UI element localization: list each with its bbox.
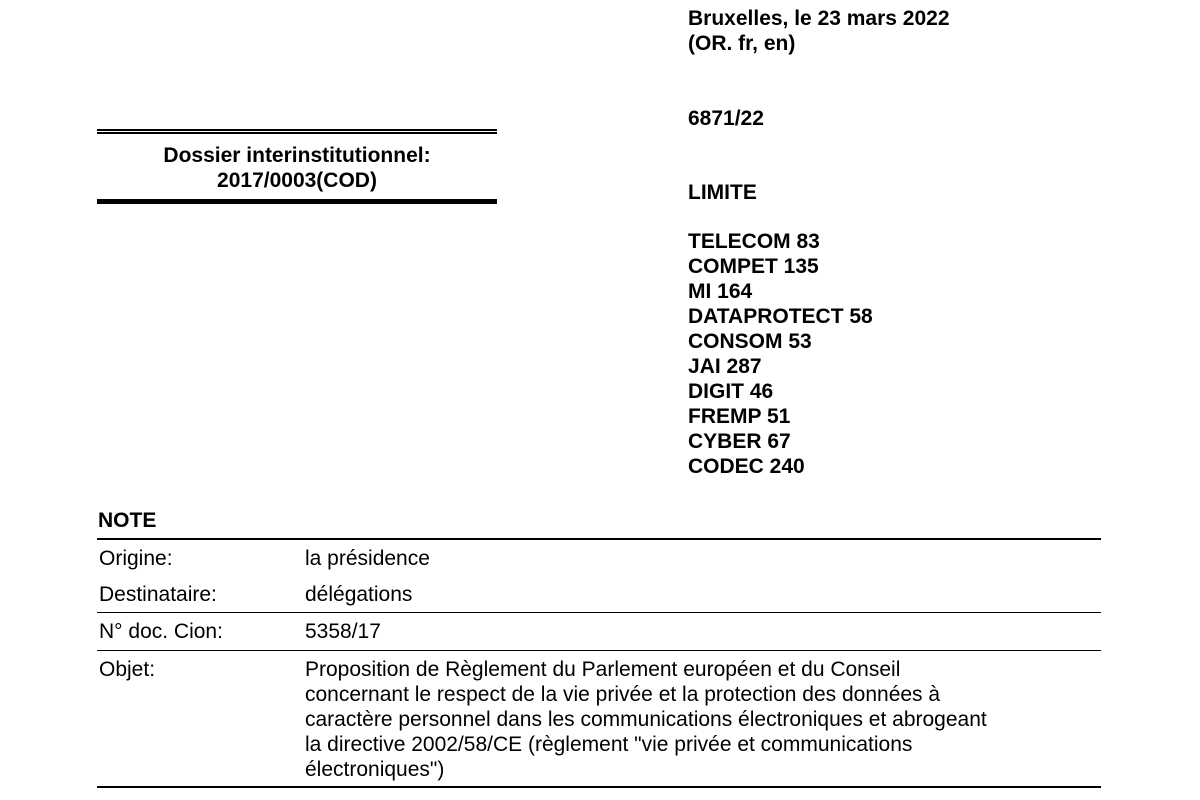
subject-code: COMPET 135 (688, 255, 819, 278)
note-key: Destinataire: (99, 583, 217, 606)
classification-label: LIMITE (688, 181, 757, 204)
note-key: N° doc. Cion: (99, 620, 223, 643)
note-row-origine (97, 540, 1101, 575)
original-languages: (OR. fr, en) (688, 32, 796, 55)
header-meta (688, 6, 950, 56)
note-value: délégations (305, 583, 413, 606)
subject-code: CODEC 240 (688, 455, 805, 478)
note-key: Objet: (99, 658, 156, 681)
note-key: Origine: (99, 547, 173, 570)
note-row-doc-cion (97, 613, 1101, 651)
objet-line: concernant le respect de la vie privée et la protection des données à (305, 683, 941, 706)
subject-code: DIGIT 46 (688, 380, 774, 403)
note-row-objet (97, 651, 1101, 788)
dossier-label: Dossier interinstitutionnel: (163, 144, 431, 167)
objet-line: électroniques") (305, 758, 445, 781)
subject-code: MI 164 (688, 280, 753, 303)
document-number: 6871/22 (688, 107, 764, 130)
note-table (97, 538, 1101, 788)
place-date: Bruxelles, le 23 mars 2022 (688, 7, 950, 30)
note-value: la présidence (305, 547, 430, 570)
subject-code: CONSOM 53 (688, 330, 812, 353)
note-row-destinataire (97, 575, 1101, 613)
dossier-text (97, 134, 497, 199)
note-value: 5358/17 (305, 620, 381, 643)
objet-line: caractère personnel dans les communications électroniques et abrogeant (305, 708, 987, 731)
subject-code: TELECOM 83 (688, 230, 820, 253)
dossier-box (97, 129, 497, 204)
objet-line: Proposition de Règlement du Parlement européen et du Conseil (305, 658, 901, 681)
subject-code: DATAPROTECT 58 (688, 305, 873, 328)
subject-codes (688, 229, 873, 479)
subject-code: CYBER 67 (688, 430, 791, 453)
dossier-bottom-rule (97, 199, 497, 204)
subject-code: JAI 287 (688, 355, 762, 378)
subject-code: FREMP 51 (688, 405, 791, 428)
dossier-number: 2017/0003(COD) (217, 169, 377, 192)
objet-line: la directive 2002/58/CE (règlement "vie privée et communications (305, 733, 913, 756)
note-objet-value (305, 657, 1101, 782)
note-title: NOTE (98, 509, 157, 532)
